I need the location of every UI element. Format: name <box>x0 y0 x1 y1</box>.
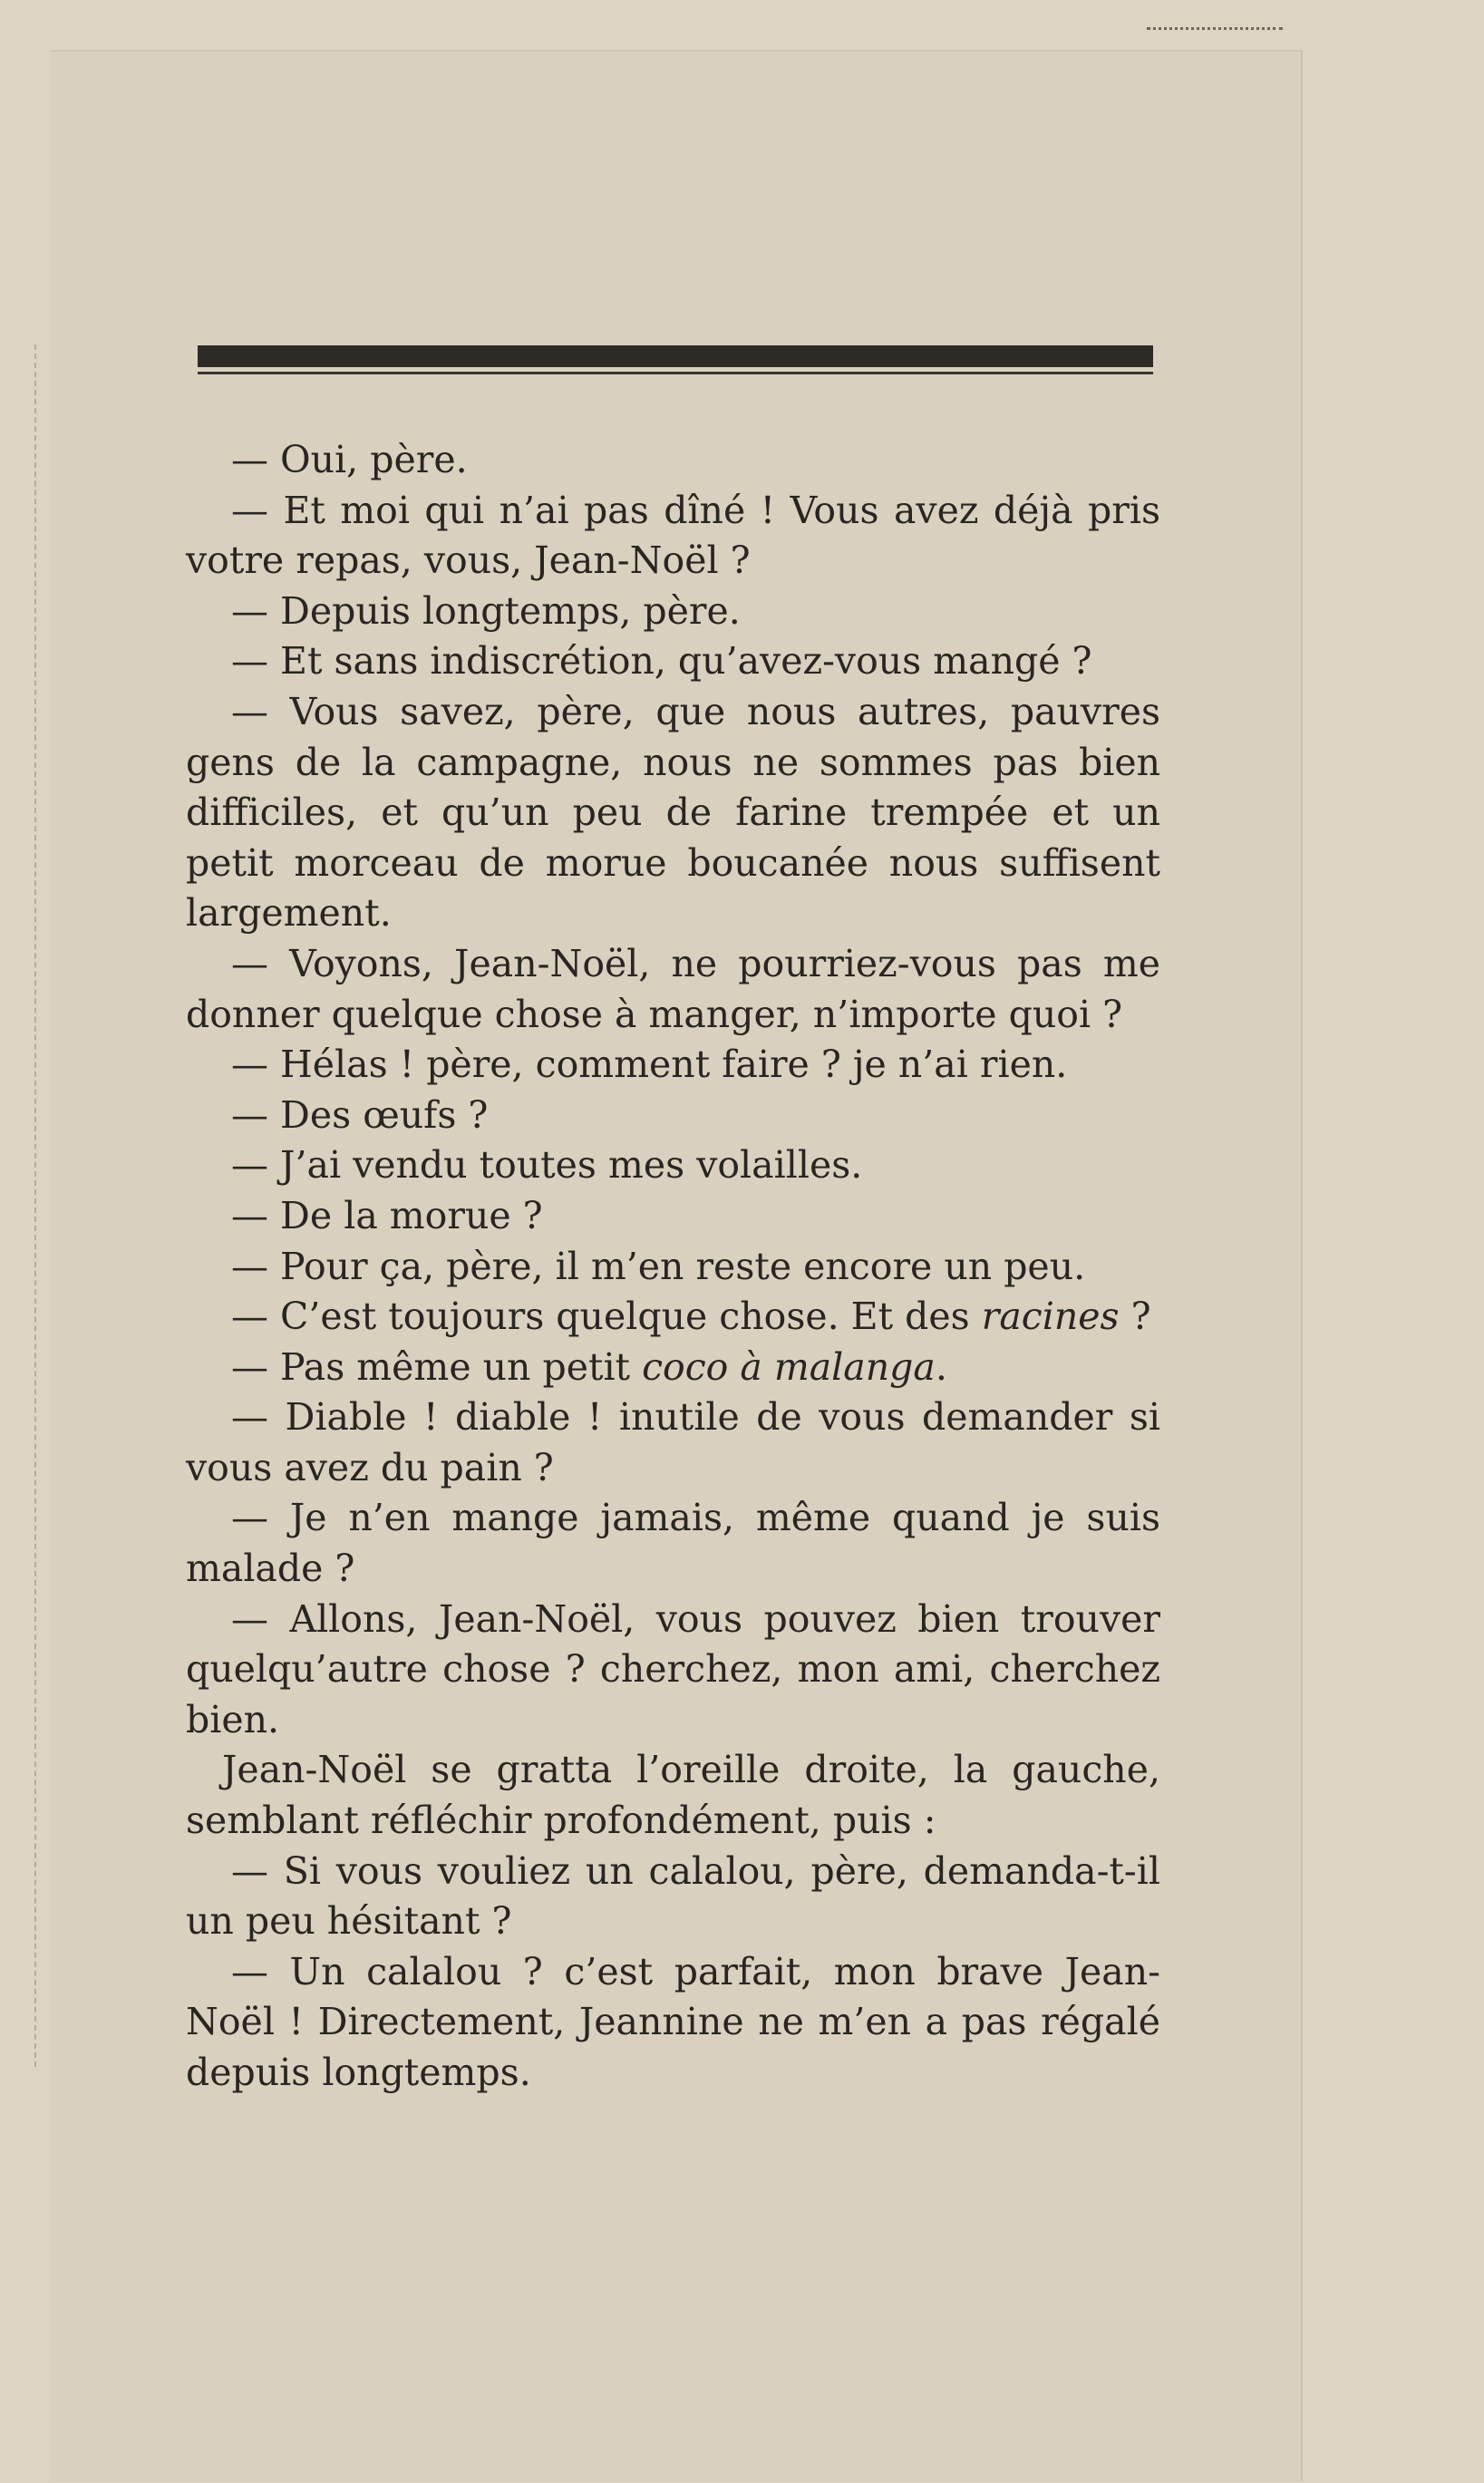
paragraph: — Des œufs ? <box>231 1092 489 1137</box>
header-rule-thick <box>198 345 1153 367</box>
italic-term: coco à malanga <box>642 1344 936 1389</box>
paragraph: — Depuis longtemps, père. <box>231 588 741 633</box>
paragraph: — Pas même un petit coco à malanga. <box>231 1344 947 1389</box>
paragraph: — Et moi qui n’ai pas dîné ! Vous avez déjà pris votre repas, vous, Jean-Noël ? <box>186 488 1160 583</box>
paragraph: Jean-Noël se gratta l’oreille droite, la gauche, semblant réfléchir profondément, puis : <box>186 1748 1160 1843</box>
paragraph: — Hélas ! père, comment faire ? je n’ai rien. <box>231 1043 1068 1087</box>
italic-term: racines <box>981 1295 1120 1339</box>
paragraph: — Allons, Jean-Noël, vous pouvez bien trouver quelqu’autre chose ? cherchez, mon ami, cherchez bien. <box>186 1596 1160 1741</box>
paragraph: — De la morue ? <box>231 1193 543 1237</box>
paragraph: — Vous savez, père, que nous autres, pauvres gens de la campagne, nous ne sommes pas bien difficiles, et qu’un peu de farine trempée et un petit morceau de morue boucanée nous suffisent largement. <box>186 689 1160 936</box>
paragraph: — Un calalou ? c’est parfait, mon brave Jean-Noël ! Directement, Jeannine ne m’en a pas régalé depuis longtemps. <box>186 1949 1160 2094</box>
top-ornament <box>1147 27 1283 35</box>
paragraph: — C’est toujours quelque chose. Et des racines ? <box>231 1295 1151 1339</box>
paragraph: — Voyons, Jean-Noël, ne pourriez-vous pas me donner quelque chose à manger, n’importe quoi ? <box>186 941 1160 1036</box>
paragraph: — Je n’en mange jamais, même quand je suis malade ? <box>186 1496 1160 1591</box>
page-left-edge <box>34 344 40 2067</box>
header-rule-thin <box>198 372 1153 374</box>
page-text <box>186 435 1160 2099</box>
paragraph: — Et sans indiscrétion, qu’avez-vous mangé ? <box>231 639 1092 684</box>
paragraph: — J’ai vendu toutes mes volailles. <box>231 1143 863 1188</box>
paragraph: — Oui, père. <box>231 438 468 481</box>
paragraph: — Pour ça, père, il m’en reste encore un peu. <box>231 1244 1086 1288</box>
paragraph: — Si vous vouliez un calalou, père, demanda-t-il un peu hésitant ? <box>186 1848 1160 1944</box>
paragraph: — Diable ! diable ! inutile de vous demander si vous avez du pain ? <box>186 1395 1160 1489</box>
